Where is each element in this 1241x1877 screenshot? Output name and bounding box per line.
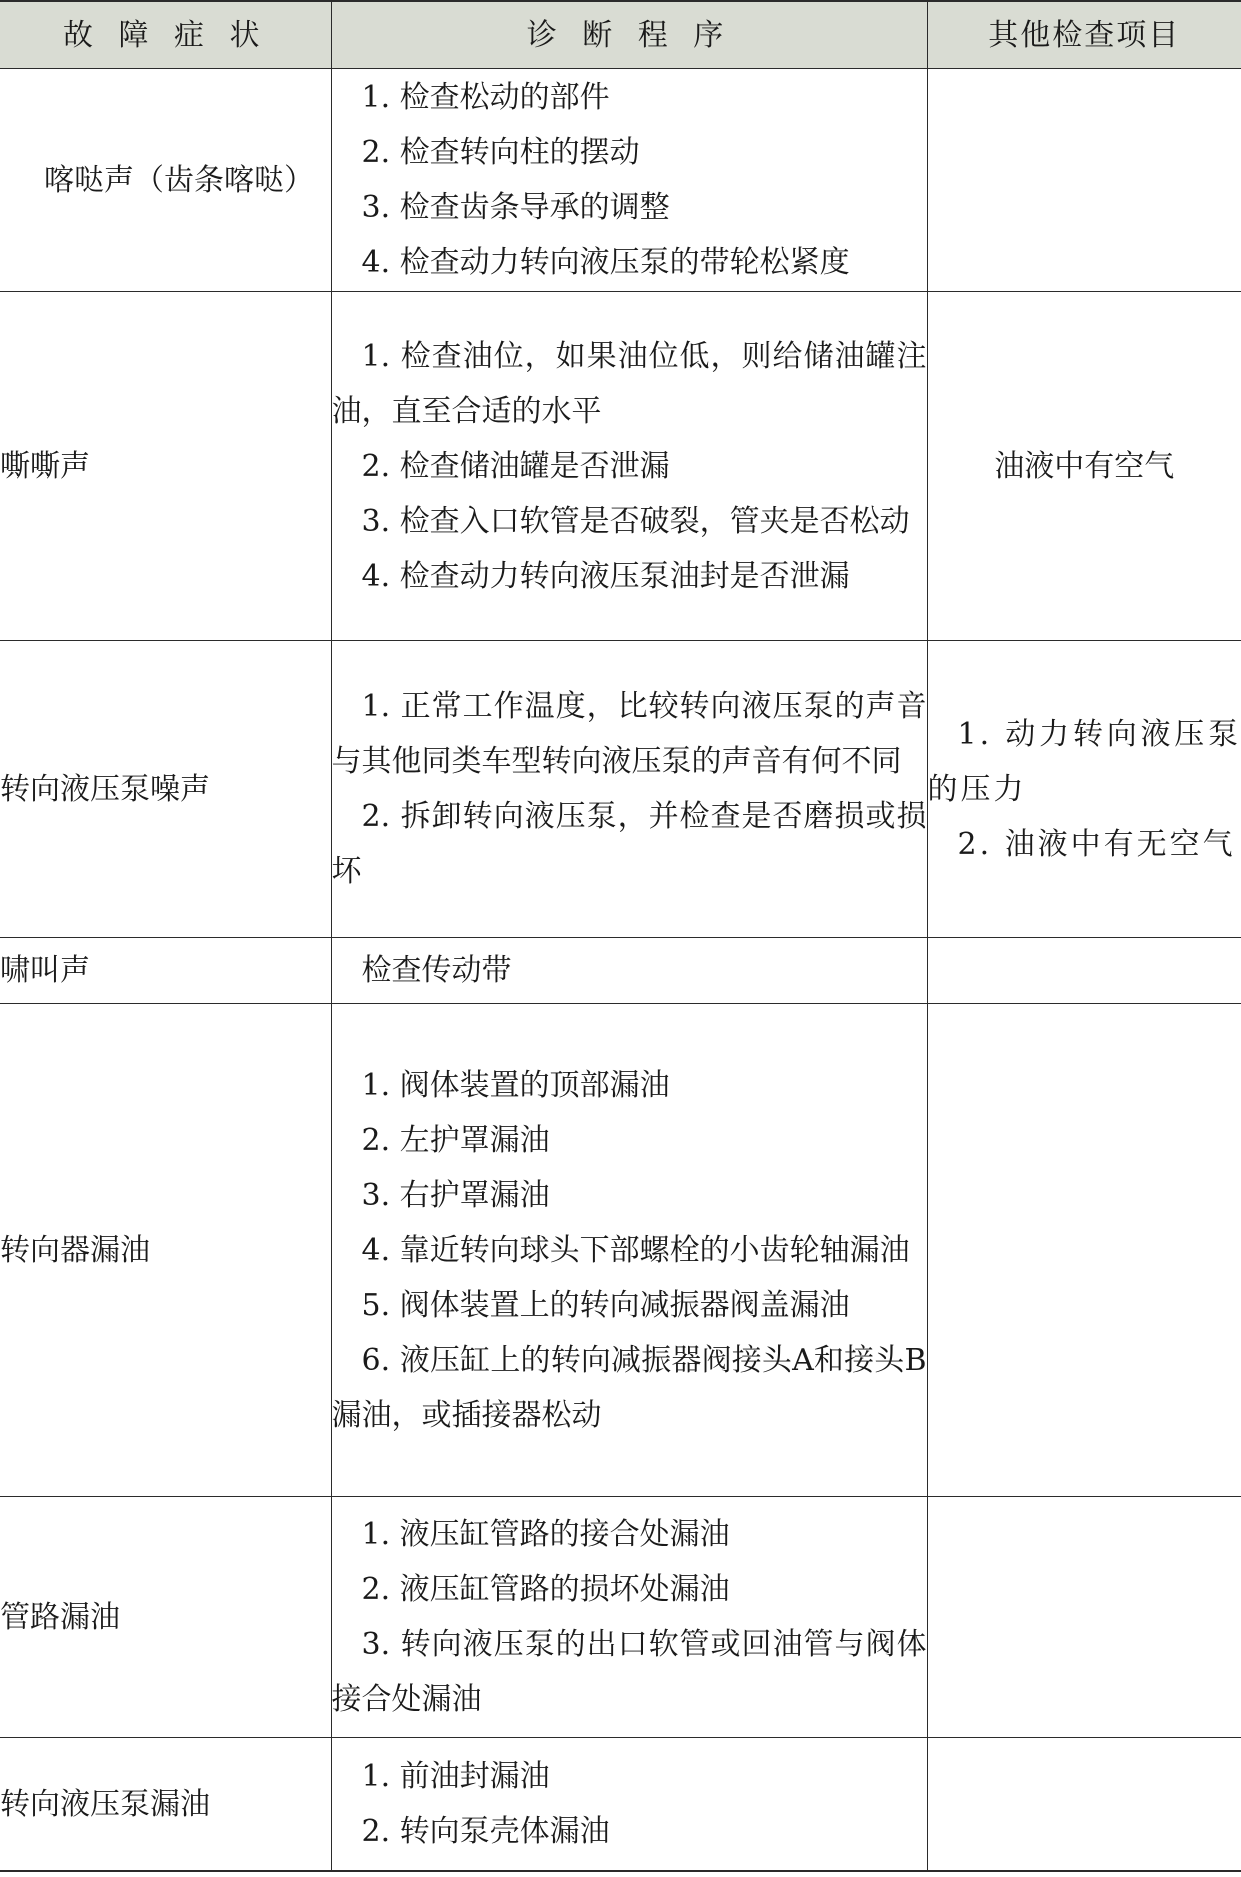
procedure-step: 4. 靠近转向球头下部螺栓的小齿轮轴漏油 xyxy=(361,1232,910,1268)
table-row xyxy=(0,69,1241,292)
table-row xyxy=(0,1497,1241,1738)
procedure-step: 3. 检查入口软管是否破裂，管夹是否松动 xyxy=(361,503,910,539)
symptom-cell xyxy=(0,69,331,292)
symptom-cell xyxy=(0,938,331,1004)
header-procedure: 诊 断 程 序 xyxy=(331,1,927,69)
procedure-cell xyxy=(331,1497,927,1738)
other-checks-cell xyxy=(927,1738,1241,1872)
procedure-step: 检查传动带 xyxy=(361,953,512,988)
procedure-cell xyxy=(331,938,927,1004)
table-row xyxy=(0,938,1241,1004)
procedure-step: 2. 转向泵壳体漏油 xyxy=(361,1814,610,1849)
procedure-step: 1. 液压缸管路的接合处漏油 xyxy=(361,1517,730,1552)
symptom-text: 转向液压泵漏油 xyxy=(0,1786,210,1822)
procedure-step: 3. 右护罩漏油 xyxy=(361,1177,550,1213)
table-row xyxy=(0,1738,1241,1872)
symptom-text: 喀哒声（齿条喀哒） xyxy=(44,162,314,198)
other-check-item: 1. 动力转向液压泵的压力 xyxy=(927,716,1241,807)
other-checks-cell xyxy=(927,292,1241,641)
procedure-step: 2. 拆卸转向液压泵，并检查是否磨损或损坏 xyxy=(331,799,927,889)
procedure-step: 4. 检查动力转向液压泵的带轮松紧度 xyxy=(361,245,850,280)
procedure-step: 2. 检查储油罐是否泄漏 xyxy=(361,448,670,484)
other-checks-cell xyxy=(927,69,1241,292)
procedure-step: 4. 检查动力转向液压泵油封是否泄漏 xyxy=(361,558,850,594)
procedure-step: 2. 左护罩漏油 xyxy=(361,1122,550,1158)
symptom-text: 管路漏油 xyxy=(0,1599,120,1635)
symptom-text: 嘶嘶声 xyxy=(0,448,90,484)
procedure-cell xyxy=(331,292,927,641)
table-row xyxy=(0,292,1241,641)
symptom-text: 啸叫声 xyxy=(0,953,90,988)
procedure-cell xyxy=(331,69,927,292)
header-symptom: 故 障 症 状 xyxy=(0,1,331,69)
symptom-text: 转向液压泵噪声 xyxy=(0,771,210,807)
procedure-step: 1. 阀体装置的顶部漏油 xyxy=(361,1067,670,1103)
symptom-cell xyxy=(0,641,331,938)
symptom-cell xyxy=(0,1497,331,1738)
other-check-item: 2. 油液中有无空气 xyxy=(957,826,1236,862)
table-header-row xyxy=(0,1,1241,69)
procedure-step: 3. 转向液压泵的出口软管或回油管与阀体接合处漏油 xyxy=(331,1627,927,1717)
symptom-cell xyxy=(0,1004,331,1497)
table-row xyxy=(0,641,1241,938)
symptom-cell xyxy=(0,292,331,641)
procedure-step: 1. 检查油位，如果油位低，则给储油罐注油，直至合适的水平 xyxy=(331,338,927,429)
symptom-text: 转向器漏油 xyxy=(0,1232,150,1268)
other-checks-cell xyxy=(927,1497,1241,1738)
procedure-step: 2. 液压缸管路的损坏处漏油 xyxy=(361,1572,730,1607)
procedure-step: 1. 正常工作温度，比较转向液压泵的声音与其他同类车型转向液压泵的声音有何不同 xyxy=(331,689,927,779)
procedure-step: 3. 检查齿条导承的调整 xyxy=(361,190,670,225)
procedure-step: 6. 液压缸上的转向减振器阀接头A和接头B漏油，或插接器松动 xyxy=(331,1342,927,1433)
procedure-step: 5. 阀体装置上的转向减振器阀盖漏油 xyxy=(361,1287,850,1323)
symptom-cell xyxy=(0,1738,331,1872)
procedure-cell xyxy=(331,641,927,938)
table-row xyxy=(0,1004,1241,1497)
other-checks-cell xyxy=(927,641,1241,938)
procedure-cell xyxy=(331,1004,927,1497)
procedure-step: 1. 前油封漏油 xyxy=(361,1759,550,1794)
other-checks-cell xyxy=(927,938,1241,1004)
procedure-step: 1. 检查松动的部件 xyxy=(361,80,610,115)
procedure-step: 2. 检查转向柱的摆动 xyxy=(361,135,640,170)
header-other-checks: 其他检查项目 xyxy=(927,1,1241,69)
other-check-item: 油液中有空气 xyxy=(994,448,1175,484)
other-checks-cell xyxy=(927,1004,1241,1497)
procedure-cell xyxy=(331,1738,927,1872)
